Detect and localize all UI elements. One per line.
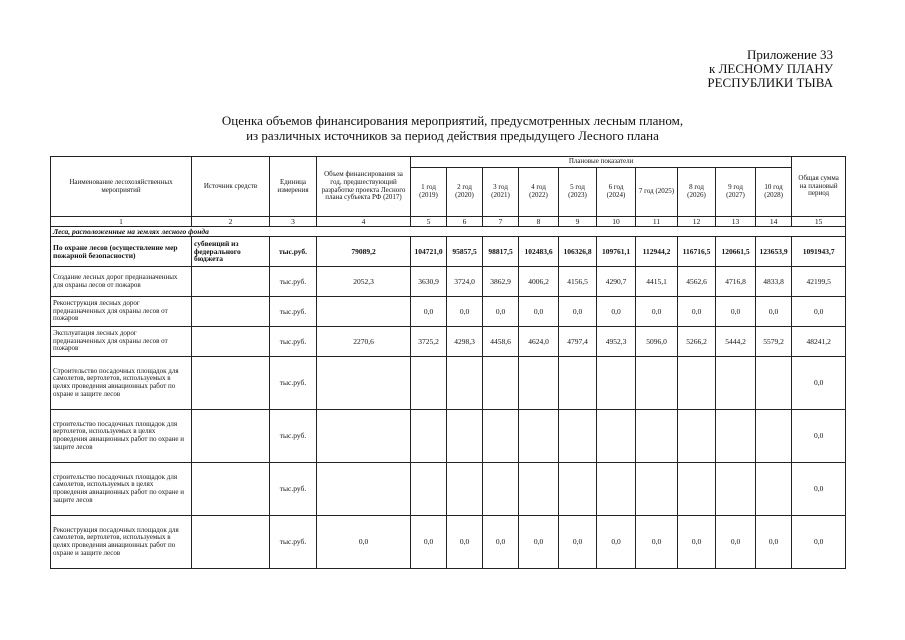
column-number: 3 xyxy=(270,217,317,227)
row-name: строительство посадочных площадок для вертолетов, используемых в целях проведения авиационных работ по охране и защите лесов xyxy=(51,410,192,463)
column-number: 10 xyxy=(597,217,636,227)
row-year-value xyxy=(716,410,756,463)
row-year-value: 4156,5 xyxy=(559,267,597,297)
row-year-value: 0,0 xyxy=(411,297,447,327)
row-year-value xyxy=(447,463,483,516)
row-year-value: 102483,6 xyxy=(519,237,559,267)
row-year-value: 4458,6 xyxy=(483,327,519,357)
column-number: 12 xyxy=(678,217,716,227)
row-year-value: 106326,8 xyxy=(559,237,597,267)
row-year-value xyxy=(597,410,636,463)
section-title: Леса, расположенные на землях лесного фонда xyxy=(51,227,846,237)
row-year-value: 4006,2 xyxy=(519,267,559,297)
header-source: Источник средств xyxy=(192,157,270,217)
row-year-value xyxy=(483,357,519,410)
column-number: 8 xyxy=(519,217,559,227)
row-year-value xyxy=(678,410,716,463)
row-year-value: 4562,6 xyxy=(678,267,716,297)
row-total: 0,0 xyxy=(792,516,846,569)
row-year-value: 3630,9 xyxy=(411,267,447,297)
row-unit: тыс.руб. xyxy=(270,237,317,267)
row-source xyxy=(192,327,270,357)
appendix-caption xyxy=(707,48,833,90)
header-year: 1 год (2019) xyxy=(411,168,447,217)
table-row xyxy=(51,297,846,327)
row-source xyxy=(192,267,270,297)
row-year-value xyxy=(756,357,792,410)
row-year-value: 98817,5 xyxy=(483,237,519,267)
row-year-value: 3725,2 xyxy=(411,327,447,357)
row-year-value: 4716,8 xyxy=(716,267,756,297)
row-year-value xyxy=(716,357,756,410)
row-year-value: 95857,5 xyxy=(447,237,483,267)
row-volume xyxy=(317,357,411,410)
appendix-region: РЕСПУБЛИКИ ТЫВА xyxy=(707,75,833,90)
row-year-value: 4624,0 xyxy=(519,327,559,357)
header-year: 10 год (2028) xyxy=(756,168,792,217)
row-year-value xyxy=(559,410,597,463)
table-row xyxy=(51,410,846,463)
column-number-row xyxy=(51,217,846,227)
row-source xyxy=(192,463,270,516)
row-year-value xyxy=(519,357,559,410)
row-year-value xyxy=(597,463,636,516)
row-year-value xyxy=(636,463,678,516)
row-total: 0,0 xyxy=(792,410,846,463)
row-year-value: 116716,5 xyxy=(678,237,716,267)
row-unit: тыс.руб. xyxy=(270,357,317,410)
row-year-value: 4797,4 xyxy=(559,327,597,357)
row-year-value xyxy=(447,357,483,410)
table-row xyxy=(51,357,846,410)
header-year: 2 год (2020) xyxy=(447,168,483,217)
row-year-value xyxy=(636,410,678,463)
row-total: 0,0 xyxy=(792,463,846,516)
row-source xyxy=(192,357,270,410)
appendix-number: Приложение 33 xyxy=(746,47,833,62)
column-number: 4 xyxy=(317,217,411,227)
title-line-2: из различных источников за период действия предыдущего Лесного плана xyxy=(246,128,659,143)
column-number: 1 xyxy=(51,217,192,227)
row-unit: тыс.руб. xyxy=(270,410,317,463)
row-year-value: 0,0 xyxy=(597,297,636,327)
row-year-value: 0,0 xyxy=(597,516,636,569)
row-volume xyxy=(317,410,411,463)
row-year-value: 0,0 xyxy=(716,516,756,569)
row-unit: тыс.руб. xyxy=(270,297,317,327)
row-volume: 0,0 xyxy=(317,516,411,569)
row-total: 42199,5 xyxy=(792,267,846,297)
row-year-value: 4298,3 xyxy=(447,327,483,357)
column-number: 5 xyxy=(411,217,447,227)
section-row xyxy=(51,227,846,237)
column-number: 15 xyxy=(792,217,846,227)
row-year-value xyxy=(636,357,678,410)
row-year-value xyxy=(597,357,636,410)
row-year-value: 4952,3 xyxy=(597,327,636,357)
row-year-value: 0,0 xyxy=(447,516,483,569)
row-year-value xyxy=(411,410,447,463)
row-volume: 79089,2 xyxy=(317,237,411,267)
header-year: 8 год (2026) xyxy=(678,168,716,217)
title-line-1: Оценка объемов финансирования мероприятий, предусмотренных лесным планом, xyxy=(221,113,684,128)
document-title xyxy=(0,113,905,143)
header-name: Наименование лесохозяйственных мероприятий xyxy=(51,157,192,217)
row-year-value: 4290,7 xyxy=(597,267,636,297)
row-total: 0,0 xyxy=(792,357,846,410)
row-year-value: 0,0 xyxy=(636,516,678,569)
header-total: Общая сумма на плановый период xyxy=(792,157,846,217)
appendix-reference: к ЛЕСНОМУ ПЛАНУ xyxy=(709,61,833,76)
table-row xyxy=(51,267,846,297)
table-row xyxy=(51,327,846,357)
row-year-value xyxy=(678,463,716,516)
row-year-value xyxy=(483,410,519,463)
header-year: 3 год (2021) xyxy=(483,168,519,217)
row-year-value: 5444,2 xyxy=(716,327,756,357)
row-year-value xyxy=(559,357,597,410)
row-year-value: 112944,2 xyxy=(636,237,678,267)
row-year-value: 0,0 xyxy=(559,516,597,569)
row-name: Реконструкция посадочных площадок для самолетов, вертолетов, используемых в целях проведения авиационных работ по охране и защите лесов xyxy=(51,516,192,569)
row-year-value xyxy=(678,357,716,410)
row-volume xyxy=(317,463,411,516)
row-unit: тыс.руб. xyxy=(270,516,317,569)
row-year-value: 0,0 xyxy=(678,297,716,327)
row-year-value: 0,0 xyxy=(519,297,559,327)
column-number: 13 xyxy=(716,217,756,227)
row-unit: тыс.руб. xyxy=(270,463,317,516)
header-volume: Объем финансирования за год, предшествующий разработке проекта Лесного плана субъекта РФ (2017) xyxy=(317,157,411,217)
row-unit: тыс.руб. xyxy=(270,327,317,357)
row-year-value: 0,0 xyxy=(756,297,792,327)
row-volume: 2052,3 xyxy=(317,267,411,297)
row-name: По охране лесов (осуществление мер пожарной безопасности) xyxy=(51,237,192,267)
column-number: 14 xyxy=(756,217,792,227)
row-year-value: 5266,2 xyxy=(678,327,716,357)
row-year-value: 3724,0 xyxy=(447,267,483,297)
header-year: 5 год (2023) xyxy=(559,168,597,217)
row-year-value: 0,0 xyxy=(519,516,559,569)
row-year-value: 0,0 xyxy=(559,297,597,327)
row-year-value: 3862,9 xyxy=(483,267,519,297)
row-year-value: 0,0 xyxy=(756,516,792,569)
table-row xyxy=(51,463,846,516)
row-year-value: 123653,9 xyxy=(756,237,792,267)
row-year-value xyxy=(519,410,559,463)
row-name: строительство посадочных площадок для самолетов, используемых в целях проведения авиационных работ по охране и защите лесов xyxy=(51,463,192,516)
header-planned: Плановые показатели xyxy=(411,157,792,168)
row-year-value xyxy=(559,463,597,516)
financing-table xyxy=(50,156,846,569)
row-year-value xyxy=(411,357,447,410)
row-source xyxy=(192,516,270,569)
row-year-value: 0,0 xyxy=(447,297,483,327)
row-year-value: 4415,1 xyxy=(636,267,678,297)
row-source: субвенций из федерального бюджета xyxy=(192,237,270,267)
header-year: 9 год (2027) xyxy=(716,168,756,217)
row-year-value xyxy=(716,463,756,516)
row-year-value: 4833,8 xyxy=(756,267,792,297)
row-source xyxy=(192,297,270,327)
row-total: 48241,2 xyxy=(792,327,846,357)
header-row-top xyxy=(51,157,846,168)
row-year-value: 104721,0 xyxy=(411,237,447,267)
row-year-value: 0,0 xyxy=(636,297,678,327)
header-year: 4 год (2022) xyxy=(519,168,559,217)
row-year-value: 0,0 xyxy=(716,297,756,327)
row-year-value: 0,0 xyxy=(483,297,519,327)
table-row xyxy=(51,516,846,569)
row-year-value xyxy=(519,463,559,516)
row-year-value: 120661,5 xyxy=(716,237,756,267)
column-number: 9 xyxy=(559,217,597,227)
row-year-value: 0,0 xyxy=(678,516,716,569)
row-year-value xyxy=(756,410,792,463)
row-name: Реконструкция лесных дорог предназначенных для охраны лесов от пожаров xyxy=(51,297,192,327)
column-number: 6 xyxy=(447,217,483,227)
header-year: 6 год (2024) xyxy=(597,168,636,217)
row-year-value xyxy=(411,463,447,516)
row-year-value: 5096,0 xyxy=(636,327,678,357)
row-year-value xyxy=(756,463,792,516)
row-source xyxy=(192,410,270,463)
row-volume: 2270,6 xyxy=(317,327,411,357)
column-number: 2 xyxy=(192,217,270,227)
row-name: Строительство посадочных площадок для самолетов, вертолетов, используемых в целях проведения авиационных работ по охране и защите лесов xyxy=(51,357,192,410)
row-total: 0,0 xyxy=(792,297,846,327)
row-year-value: 109761,1 xyxy=(597,237,636,267)
row-total: 1091943,7 xyxy=(792,237,846,267)
row-unit: тыс.руб. xyxy=(270,267,317,297)
row-year-value: 5579,2 xyxy=(756,327,792,357)
row-year-value: 0,0 xyxy=(411,516,447,569)
header-unit: Единица измерения xyxy=(270,157,317,217)
column-number: 11 xyxy=(636,217,678,227)
row-year-value xyxy=(447,410,483,463)
row-volume xyxy=(317,297,411,327)
row-year-value: 0,0 xyxy=(483,516,519,569)
header-year: 7 год (2025) xyxy=(636,168,678,217)
column-number: 7 xyxy=(483,217,519,227)
row-name: Эксплуатация лесных дорог предназначенных для охраны лесов от пожаров xyxy=(51,327,192,357)
row-name: Создание лесных дорог предназначенных для охраны лесов от пожаров xyxy=(51,267,192,297)
table-row xyxy=(51,237,846,267)
row-year-value xyxy=(483,463,519,516)
